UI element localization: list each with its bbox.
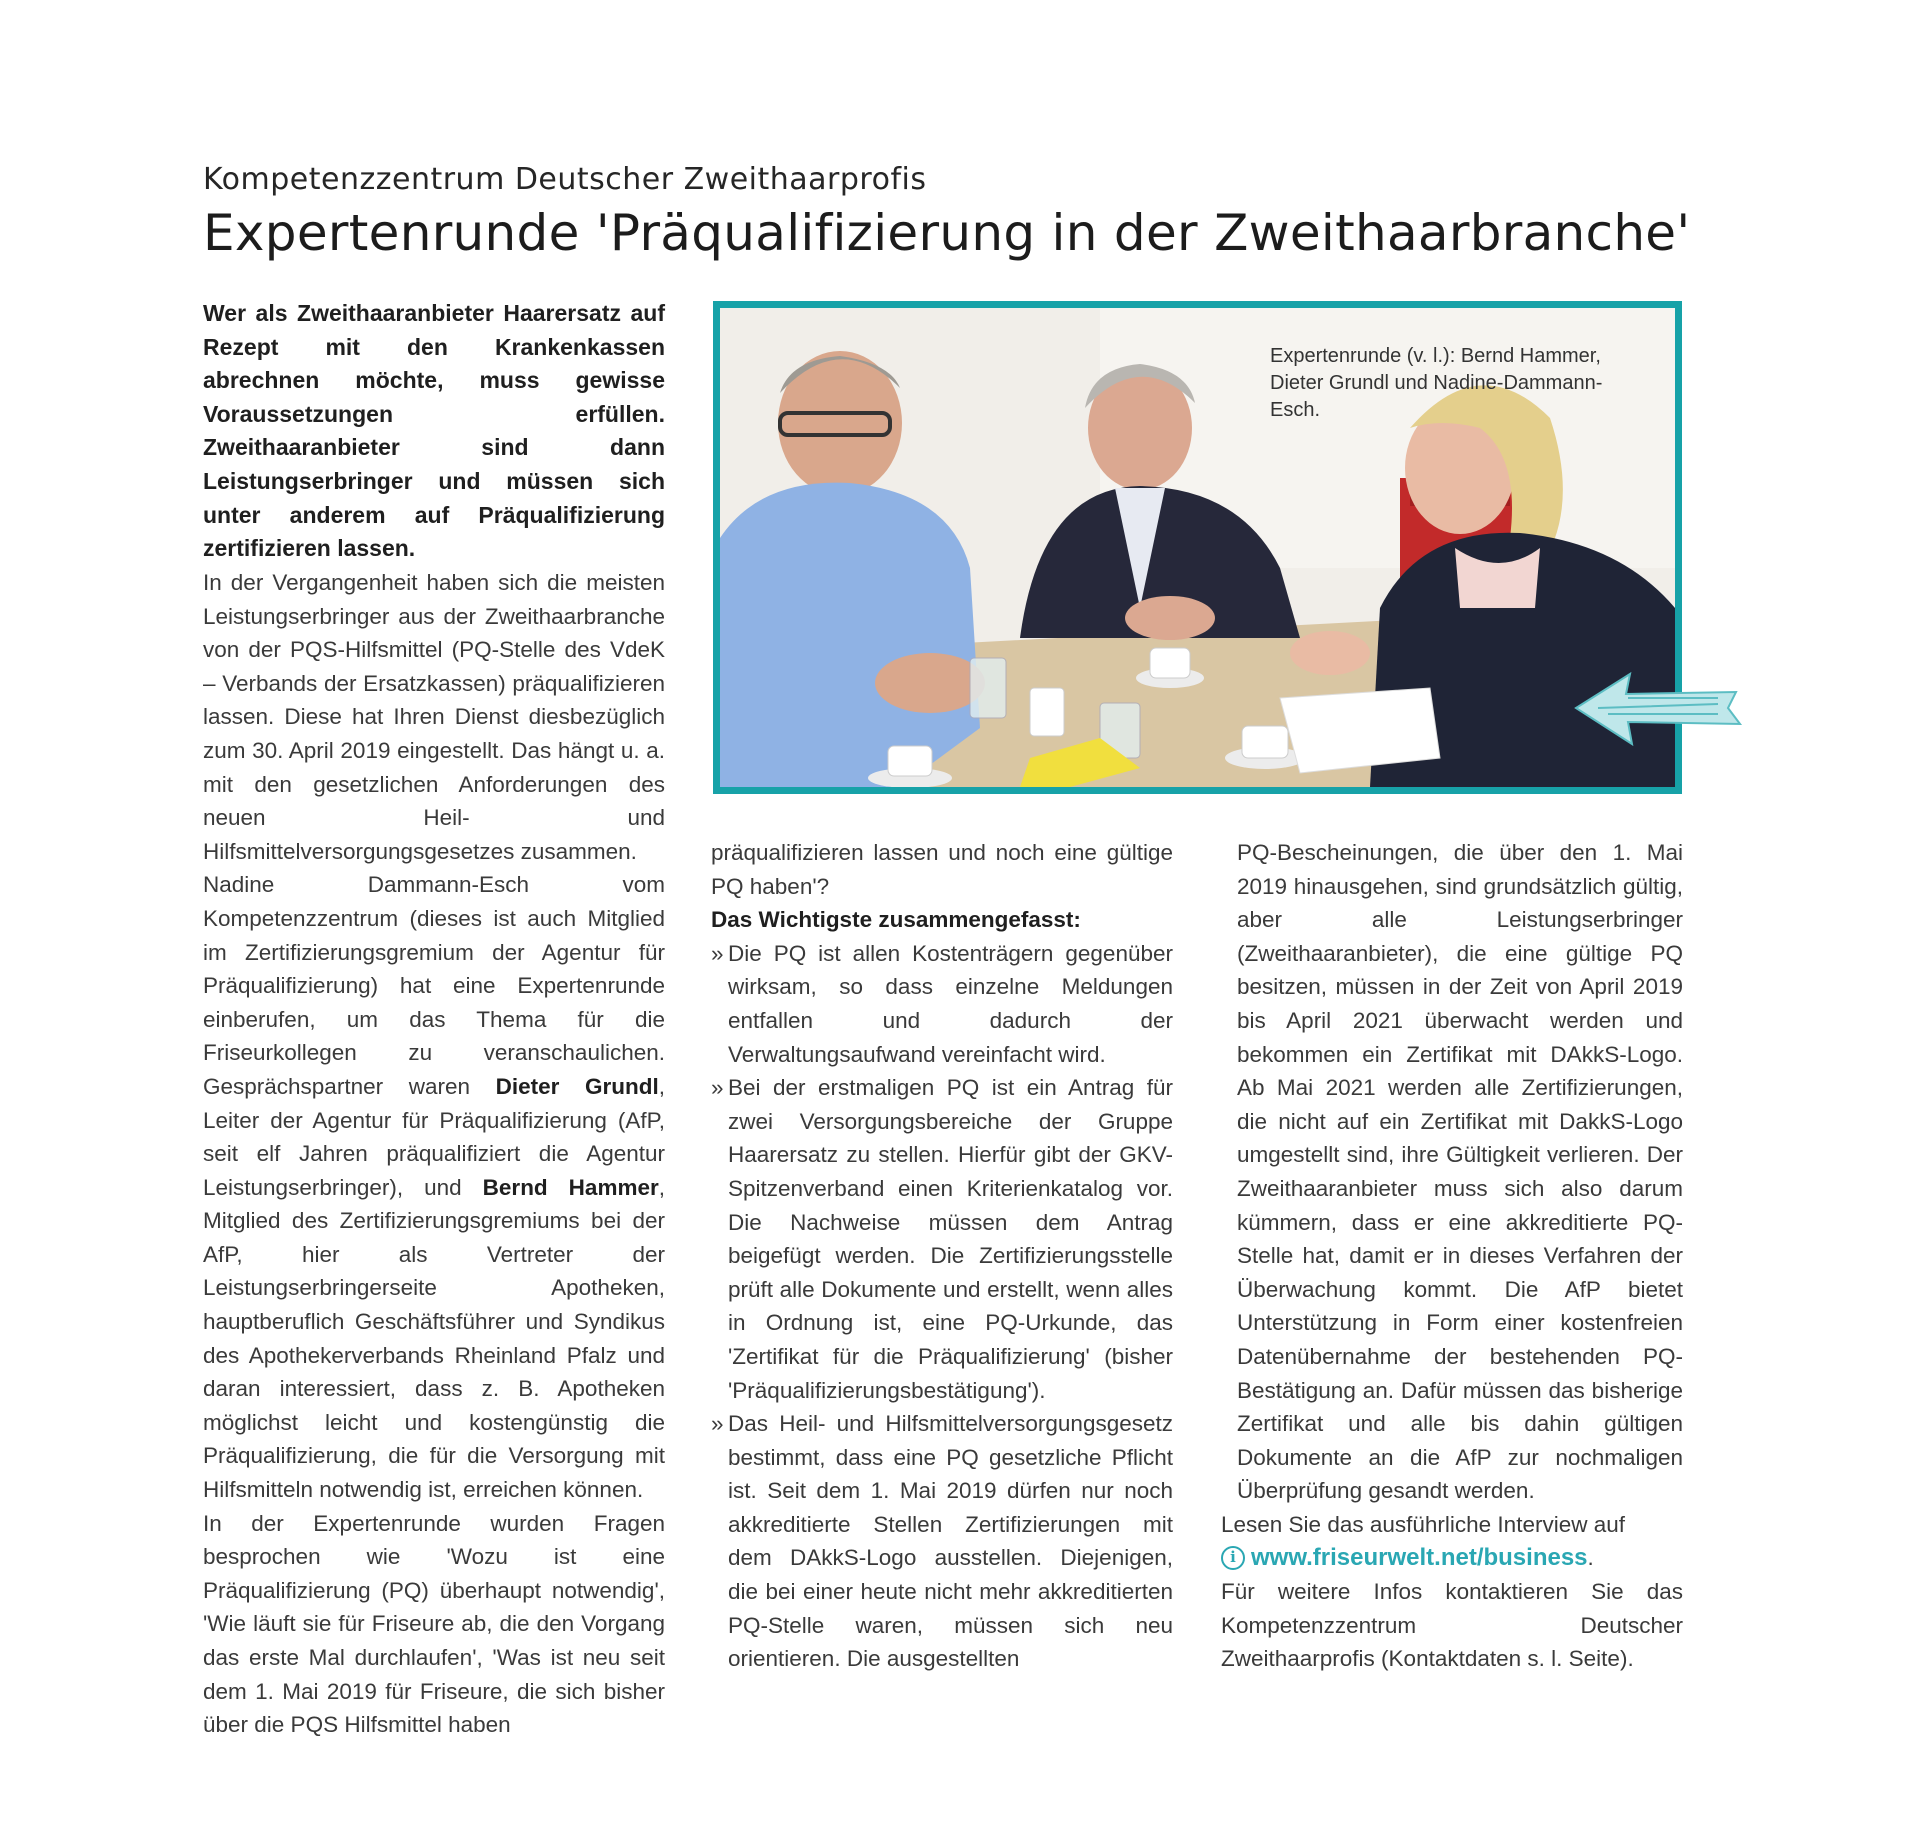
col3-paragraph-1: PQ-Bescheinungen, die über den 1. Mai 2019 hinausgehen, sind grundsätzlich gültig, aber alle Leistungserbringer (Zweithaaranbieter), die eine gültige PQ besitzen, müssen in der Zeit von April 2019 bis April 2021 überwacht werden und bekommen ein Zertifikat mit DAkkS-Logo. Ab Mai 2021 werden alle Zertifizierungen, die nicht auf ein Zertifikat mit DakkS-Logo umgestellt sind, ihre Gültigkeit verlieren. Der Zweithaaranbieter muss sich also darum kümmern, dass er eine akkreditierte PQ-Stelle hat, damit er in dieses Verfahren der Überwachung kommt. Die AfP bietet Unterstützung in Form einer kostenfreien Datenübernahme der bestehenden PQ-Bestätigung an. Dafür müssen das bisherige Zertifikat und alle bis dahin gültigen Dokumente an die AfP zur nochmaligen Überprüfung gesandt werden. [1237, 840, 1683, 1504]
bullet-text: Bei der erstmaligen PQ ist ein Antrag für zwei Versorgungsbereiche der Gruppe Haarersatz zu stellen. Hierfür gibt der GKV-Spitzenverband einen Kriterienkatalog vor. Die Nachweise müssen dem Antrag beigefügt werden. Die Zertifizierungsstelle prüft alle Dokumente und erstellt, wenn alles in Ordnung ist, eine PQ-Urkunde, das 'Zertifikat für die Präqualifizierung' (bisher 'Präqualifizierungsbestätigung'). [728, 1075, 1173, 1403]
article-photo [713, 301, 1682, 794]
summary-bullet [711, 1407, 1173, 1676]
col1-paragraph-2 [203, 868, 665, 1506]
link-wrapper [1251, 1541, 1594, 1575]
bullet-mark: » [711, 940, 724, 966]
bullet-mark: » [711, 1411, 724, 1437]
friseurwelt-link[interactable]: www.friseurwelt.net/business [1251, 1544, 1588, 1572]
col1-p2-text-a: Nadine Dammann-Esch vom Kompetenzzentrum (dieses ist auch Mitglied im Zertifizierungsgremium der Agentur für Präqualifizierung) hat eine Expertenrunde einberufen, um das Thema für die Friseurkollegen zu veranschaulichen. Gesprächspartner waren [203, 872, 665, 1099]
kicker: Kompetenzzentrum Deutscher Zweithaarprofis [203, 162, 927, 197]
column-3 [1221, 836, 1683, 1676]
intro-paragraph [203, 297, 665, 566]
column-1 [203, 566, 665, 1742]
intro-text: Wer als Zweithaaranbieter Haarersatz auf Rezept mit den Krankenkassen abrechnen möchte, muss gewisse Voraussetzungen erfüllen. Zweithaaranbieter sind dann Leistungserbringer und müssen sich unter anderem auf Präqualifizierung zertifizieren lassen. [203, 300, 665, 562]
info-icon: i [1221, 1546, 1245, 1570]
page-title: Expertenrunde 'Präqualifizierung in der Zweithaarbranche' [203, 204, 1691, 262]
interview-link-line [1221, 1541, 1683, 1575]
bullet-text: Das Heil- und Hilfsmittelversorgungsgesetz bestimmt, dass eine PQ gesetzliche Pflicht ist. Seit dem 1. Mai 2019 dürfen nur noch akkreditierte Stellen Zertifizierungen mit dem DAkkS-Logo ausstellen. Diejenigen, die bei einer heute nicht mehr akkreditierten PQ-Stelle waren, müssen sich neu orientieren. Die ausgestellten [728, 1411, 1173, 1672]
bullet-mark: » [711, 1075, 724, 1101]
column-2 [711, 836, 1173, 1676]
col1-paragraph-3: In der Expertenrunde wurden Fragen besprochen wie 'Wozu ist eine Präqualifizierung (PQ) überhaupt notwendig', 'Wie läuft sie für Friseure ab, die den Vorgang das erste Mal durchlaufen', 'Was ist neu seit dem 1. Mai 2019 für Friseure, die sich bisher über die PQS Hilfsmittel haben [203, 1510, 665, 1738]
col1-p2-text-b: , Leiter der Agentur für Präqualifizierung (AfP, seit elf Jahren präqualifiziert die Agentur Leistungserbringer), und [203, 1073, 665, 1200]
col3-paragraph-2: Lesen Sie das ausführliche Interview auf [1221, 1511, 1625, 1537]
bullet-text: Die PQ ist allen Kostenträgern gegenüber wirksam, so dass einzelne Meldungen entfallen und dadurch der Verwaltungsaufwand vereinfacht wird. [728, 940, 1173, 1067]
summary-heading: Das Wichtigste zusammengefasst: [711, 907, 1081, 933]
person-name-dieter-grundl: Dieter Grundl [495, 1073, 659, 1099]
col2-paragraph-1: präqualifizieren lassen und noch eine gültige PQ haben'? [711, 840, 1173, 899]
col1-paragraph-1: In der Vergangenheit haben sich die meisten Leistungserbringer aus der Zweithaarbranche von der PQS-Hilfsmittel (PQ-Stelle des VdeK – Verbands der Ersatzkassen) präqualifizieren lassen. Diese hat Ihren Dienst diesbezüglich zum 30. April 2019 eingestellt. Das hängt u. a. mit den gesetzlichen Anforderungen des neuen Heil- und Hilfsmittelversorgungsgesetzes zusammen. [203, 570, 665, 864]
summary-bullet [711, 937, 1173, 1071]
photo-caption: Expertenrunde (v. l.): Bernd Hammer, Dieter Grundl und Nadine-Dammann-Esch. [1270, 345, 1603, 421]
link-suffix: . [1587, 1545, 1594, 1571]
summary-bullet [711, 1071, 1173, 1407]
decorative-arrow-icon [1568, 668, 1744, 748]
person-name-bernd-hammer: Bernd Hammer [482, 1174, 659, 1200]
col1-p2-text-c: , Mitglied des Zertifizierungsgremiums bei der AfP, hier als Vertreter der Leistungserbringerseite Apotheken, hauptberuflich Geschäftsführer und Syndikus des Apothekerverbands Rheinland Pfalz und daran interessiert, dass z. B. Apotheken möglichst leicht und kostengünstig die Präqualifizierung, die für die Versorgung mit Hilfsmitteln notwendig ist, erreichen können. [203, 1174, 665, 1503]
col3-paragraph-3: Für weitere Infos kontaktieren Sie das Kompetenzzentrum Deutscher Zweithaarprofis (Kontaktdaten s. l. Seite). [1221, 1579, 1683, 1672]
